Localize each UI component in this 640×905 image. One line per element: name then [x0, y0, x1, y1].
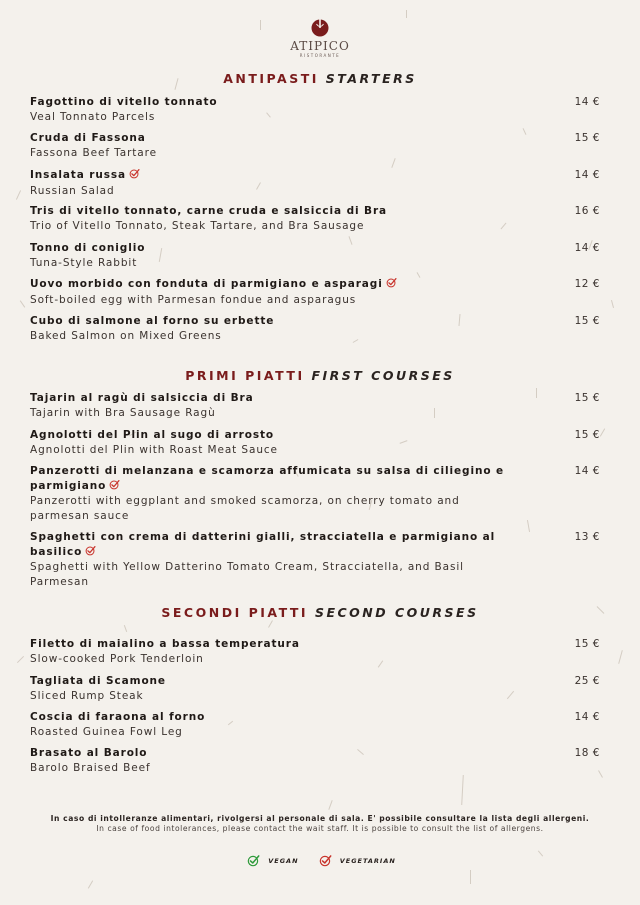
paper-fiber — [88, 880, 93, 888]
item-price: 14 € — [574, 242, 600, 254]
legend-label: VEGAN — [268, 857, 299, 865]
section-title-en: STARTERS — [325, 71, 417, 86]
restaurant-logo — [0, 16, 640, 59]
menu-item — [30, 746, 610, 775]
paper-fiber — [618, 650, 623, 664]
item-name-it: Agnolotti del Plin al sugo di arrosto — [30, 429, 275, 441]
item-name-it: Cruda di Fassona — [30, 132, 146, 144]
item-price: 14 € — [574, 169, 600, 181]
item-price: 15 € — [574, 638, 600, 650]
paper-fiber — [20, 300, 25, 307]
section-title-starters — [0, 71, 640, 87]
vegetarian-icon — [129, 168, 140, 184]
section-title-first-courses — [0, 368, 640, 384]
section-title-second-courses — [0, 605, 640, 621]
item-name-en: Roasted Guinea Fowl Leg — [30, 725, 183, 738]
item-name-it: Tris di vitello tonnato, carne cruda e salsiccia di Bra — [30, 205, 388, 217]
item-name-en: Tuna-Style Rabbit — [30, 256, 138, 269]
menu-item — [30, 168, 610, 198]
item-name-en: Trio of Vitello Tonnato, Steak Tartare, and Bra Sausage — [30, 219, 365, 232]
item-name-en: Spaghetti with Yellow Datterino Tomato Cream, Stracciatella, and Basil Parmesan — [30, 561, 464, 588]
logo-subtitle: RISTORANTE — [299, 53, 341, 58]
diet-legend — [0, 850, 640, 871]
item-name-en: Baked Salmon on Mixed Greens — [30, 329, 222, 342]
vegetarian-check-icon — [319, 852, 332, 871]
menu-item — [30, 674, 610, 703]
paper-fiber — [461, 775, 464, 805]
legend-label: VEGETARIAN — [339, 857, 396, 865]
item-price: 12 € — [574, 278, 600, 290]
item-price: 14 € — [574, 711, 600, 723]
item-name-it: Spaghetti con crema di datterini gialli, stracciatella e parmigiano al basilico — [30, 530, 520, 560]
item-price: 13 € — [574, 531, 600, 543]
menu-item — [30, 241, 610, 270]
item-name-it: Uovo morbido con fonduta di parmigiano e asparagi — [30, 277, 520, 293]
paper-fiber — [328, 800, 332, 810]
item-name-en: Barolo Braised Beef — [30, 761, 151, 774]
item-name-it: Insalata russa — [30, 168, 520, 184]
item-price: 18 € — [574, 747, 600, 759]
menu-item — [30, 530, 610, 589]
menu-item — [30, 464, 610, 523]
logo-name: ATIPICO — [290, 39, 350, 53]
item-name-en: Panzerotti with eggplant and smoked scamorza, on cherry tomato and parmesan sauce — [30, 495, 460, 522]
section-title-it: ANTIPASTI — [223, 71, 319, 86]
item-price: 16 € — [574, 205, 600, 217]
paper-fiber — [611, 300, 614, 308]
paper-fiber — [17, 656, 24, 663]
item-name-it: Brasato al Barolo — [30, 747, 148, 759]
item-price: 15 € — [574, 132, 600, 144]
item-price: 14 € — [574, 465, 600, 477]
menu-item — [30, 204, 610, 233]
item-name-it: Filetto di maialino a bassa temperatura — [30, 638, 300, 650]
menu-item — [30, 428, 610, 457]
item-name-it: Tagliata di Scamone — [30, 675, 166, 687]
menu-item — [30, 391, 610, 420]
paper-fiber — [268, 620, 273, 627]
item-price: 15 € — [574, 315, 600, 327]
item-price: 14 € — [574, 96, 600, 108]
paper-fiber — [124, 625, 127, 632]
item-name-en: Fassona Beef Tartare — [30, 146, 157, 159]
allergen-note-it: In caso di intolleranze alimentari, rivolgersi al personale di sala. E' possibile consultare la lista degli allergeni. — [50, 814, 590, 823]
item-name-en: Russian Salad — [30, 184, 115, 197]
section-title-en: SECOND COURSES — [314, 605, 479, 620]
section-title-it: SECONDI PIATTI — [161, 605, 309, 620]
item-price: 15 € — [574, 392, 600, 404]
menu-item — [30, 637, 610, 666]
item-name-it: Coscia di faraona al forno — [30, 711, 206, 723]
section-title-it: PRIMI PIATTI — [185, 368, 305, 383]
item-name-en: Tajarin with Bra Sausage Ragù — [30, 406, 216, 419]
item-name-en: Veal Tonnato Parcels — [30, 110, 156, 123]
menu-item — [30, 131, 610, 160]
paper-fiber — [16, 190, 21, 199]
item-name-it: Panzerotti di melanzana e scamorza affumicata su salsa di ciliegino e parmigiano — [30, 464, 520, 494]
allergen-note-en: In case of food intolerances, please contact the wait staff. It is possible to consult the list of allergens. — [96, 824, 544, 833]
item-name-it: Tajarin al ragù di salsiccia di Bra — [30, 392, 254, 404]
item-name-en: Sliced Rump Steak — [30, 689, 144, 702]
item-price: 25 € — [574, 675, 600, 687]
legend-vegetarian — [316, 851, 396, 871]
item-name-en: Soft-boiled egg with Parmesan fondue and asparagus — [30, 293, 357, 306]
item-price: 15 € — [574, 429, 600, 441]
legend-vegan — [244, 851, 298, 871]
item-name-en: Agnolotti del Plin with Roast Meat Sauce — [30, 443, 278, 456]
vegetarian-icon — [386, 277, 397, 293]
paper-fiber — [470, 870, 471, 884]
item-name-it: Cubo di salmone al forno su erbette — [30, 315, 275, 327]
vegetarian-icon — [85, 545, 96, 561]
section-title-en: FIRST COURSES — [311, 368, 455, 383]
menu-item — [30, 314, 610, 343]
vegan-check-icon — [247, 852, 260, 871]
menu-item — [30, 710, 610, 739]
menu-item — [30, 95, 610, 124]
item-name-en: Slow-cooked Pork Tenderloin — [30, 652, 204, 665]
vegetarian-icon — [109, 479, 120, 495]
item-name-it: Fagottino di vitello tonnato — [30, 96, 218, 108]
item-name-it: Tonno di coniglio — [30, 242, 146, 254]
menu-item — [30, 277, 610, 307]
wine-drop-logo-icon — [310, 16, 330, 38]
